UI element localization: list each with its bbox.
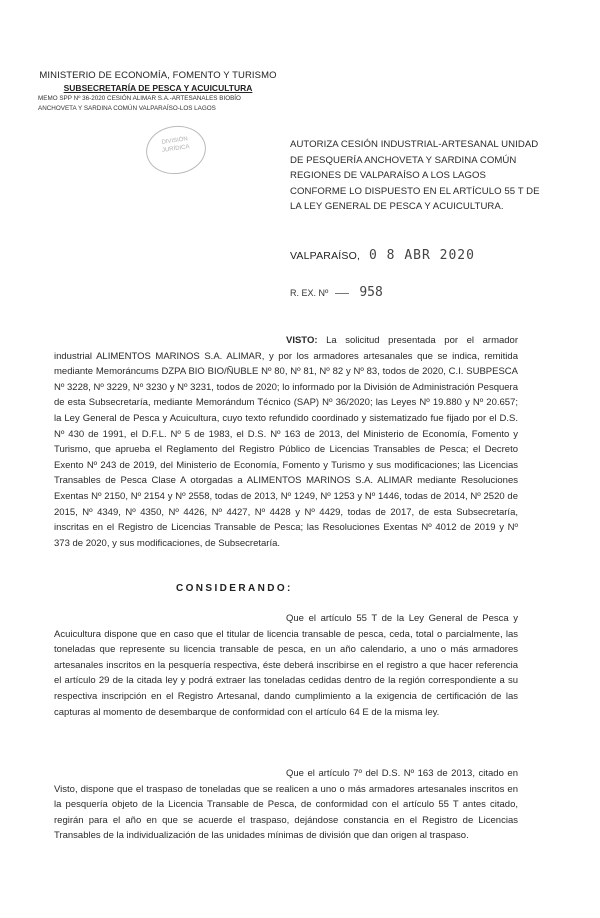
date-stamp: 0 8 ABR 2020 (369, 248, 475, 263)
subsecretaria-name: SUBSECRETARÍA DE PESCA Y ACUICULTURA (63, 83, 253, 93)
visto-text-b: y por los armadores artesanales que se indica, remitida mediante Memoráncums DZPA BIO BIO/ÑUBLE Nº 80, Nº 81, Nº 82 y Nº 83, todos de 2020, C.I. SUBPESCA Nº 3228, Nº 3229, Nº 3230 y Nº 3231, todos de 2020; lo informado por la División de Administración Pesquera de esta Subsecretaría, mediante Memorándum Técnico (SAP) Nº 36/2020; las Leyes Nº 19.880 y Nº 20.657; la Ley General de Pesca y Acuicultura, cuyo texto refundido coordinado y sistematizado fue fijado por el D.S. Nº 430 de 1991, el D.F.L. Nº 5 de 1983, el D.S. Nº 163 de 2013, del Ministerio de Economía, Fomento y Turismo, que aprueba el Reglamento del Registro Público de Licencias Transables de Pesca; el Decreto Exento Nº 243 de 2019, del Ministerio de Economía, Fomento y Turismo y sus modificaciones; las Licencias Transables de Pesca Clase A otorgadas a (54, 350, 518, 487)
resolution-number-line (290, 285, 383, 300)
visto-company-2: ALIMENTOS MARINOS S.A. ALIMAR (246, 475, 413, 487)
considerando-paragraph-1: Que el artículo 55 T de la Ley General de Pesca y Acuicultura dispone que en caso que el titular de licencia transable de pesca, ceda, total o parcialmente, las toneladas que represente su licencia transable de pesca, en un año calendario, a uno o más armadores artesanales inscritos en la pesquería respectiva, éste deberá inscribirse en el registro a que hacer referencia el artículo 29 de la citada ley y podrá extraer las toneladas cedidas dentro de la región correspondiente a su respectiva inscripción en el Registro Artesanal, dando cumplimiento a la exigencia de certificación de las capturas al momento de desembarque de conformidad con el artículo 64 E de la misma ley. (54, 613, 518, 718)
visto-section (54, 333, 518, 551)
visto-text-c: mediante Resoluciones Exentas Nº 2150, Nº 2154 y Nº 2558, todas de 2013, Nº 1249, Nº 1253 y Nº 1446, todas de 2014, Nº 2520 de 2015, Nº 4349, Nº 4350, Nº 4426, Nº 4427, Nº 4428 y Nº 4429, todas de 2017, de esta Subsecretaría, inscritas en el Registro de Licencias Transable de Pesca; las Resoluciones Exentas Nº 4012 de 2019 y Nº 373 de 2020, y sus modificaciones, de Subsecretaría. (54, 475, 518, 549)
considerando-heading: CONSIDERANDO: (176, 583, 293, 594)
ministry-name: MINISTERIO DE ECONOMÍA, FOMENTO Y TURISMO (39, 70, 277, 81)
division-stamp (143, 122, 209, 178)
memo-reference-line-2: ANCHOVETA Y SARDINA COMÚN VALPARAÍSO-LOS LAGOS (38, 104, 216, 112)
visto-label: VISTO: (286, 335, 318, 346)
stamp-text: DIVISIÓN JURÍDICA (161, 136, 190, 154)
number-underline (335, 293, 349, 294)
considerando-paragraph-2: Que el artículo 7º del D.S. Nº 163 de 2013, citado en Visto, dispone que el traspaso de toneladas que se realicen a uno o más armadores artesanales inscritos en la pesquería objeto de la Licencia Transable de Pesca, de conformidad con el artículo 55 T antes citado, regirán para el año en que se acuerde el traspaso, dejándose constancia en el Registro de Licencias Transables de la individualización de las unidades mínimas de división que dan origen al traspaso. (54, 768, 518, 842)
resolution-title: AUTORIZA CESIÓN INDUSTRIAL-ARTESANAL UNIDAD DE PESQUERÍA ANCHOVETA Y SARDINA COMÚN REGIONES DE VALPARAÍSO A LOS LAGOS CONFORME LO DISPUESTO EN EL ARTÍCULO 55 T DE LA LEY GENERAL DE PESCA Y ACUICULTURA. (290, 139, 540, 213)
date-place: VALPARAÍSO, (290, 250, 361, 262)
resolution-number: 958 (359, 285, 383, 300)
visto-company: ALIMENTOS MARINOS S.A. ALIMAR, (96, 350, 265, 362)
date-line (290, 248, 475, 263)
visto-text-a: La solicitud presentada por el armador industrial (54, 335, 518, 362)
resolution-label: R. EX. Nº (290, 288, 329, 298)
letterhead (38, 70, 278, 113)
memo-reference-line-1: MEMO SPP Nº 36-2020 CESIÓN ALIMAR S.A.-ARTESANALES BIOBÍO (38, 95, 241, 102)
